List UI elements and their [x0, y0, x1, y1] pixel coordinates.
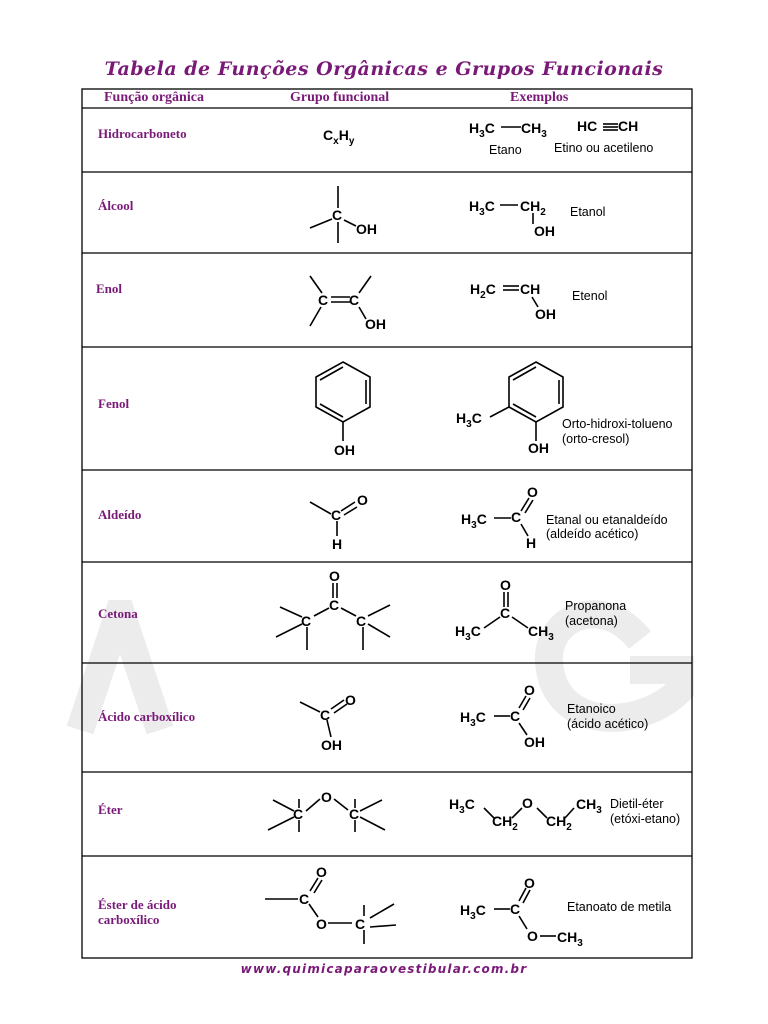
svg-text:O: O: [316, 864, 327, 880]
header-exemplos: Exemplos: [510, 90, 569, 105]
svg-text:OH: OH: [321, 737, 342, 753]
svg-text:O: O: [316, 916, 327, 932]
function-aldeido: Aldeído: [98, 507, 142, 522]
svg-text:H3C: $H_3C$: [449, 796, 475, 816]
svg-text:O: O: [527, 484, 538, 500]
svg-text:H2C: $H_2C$: [470, 281, 496, 301]
svg-text:O: O: [527, 928, 538, 944]
svg-text:H3C: $H_3C$: [469, 198, 495, 218]
svg-text:O: O: [321, 789, 332, 805]
svg-text:H3C: $H_3C$: [460, 709, 486, 729]
header-funcao: Função orgânica: [104, 90, 204, 105]
function-eter: Éter: [98, 802, 123, 817]
svg-text:H: H: [332, 536, 343, 552]
example-propanona: Propanona: [565, 599, 627, 613]
svg-text:OH: OH: [528, 440, 549, 456]
svg-text:C: C: [500, 605, 511, 621]
example-etano: Etano: [489, 143, 522, 157]
svg-text:C: C: [293, 806, 304, 822]
example-etenol: Etenol: [572, 289, 608, 303]
example-aldeido-acetico: (aldeído acético): [546, 527, 639, 541]
function-acido-carboxilico: Ácido carboxílico: [98, 709, 196, 724]
svg-text:CH3: $CH_3$: [528, 623, 554, 643]
chemical-structures: [293, 118, 680, 949]
function-hidrocarboneto: Hidrocarboneto: [98, 126, 187, 141]
svg-text:CH2: $CH_2$: [546, 813, 572, 833]
svg-text:CH: CH: [618, 118, 639, 134]
svg-text:OH: OH: [524, 734, 545, 750]
svg-text:CxHy: $C_xH_y$: [323, 127, 355, 147]
svg-text:C: C: [355, 916, 366, 932]
svg-text:H: H: [526, 535, 537, 551]
svg-text:H3C: $H_3C$: [469, 120, 495, 140]
function-ester: Éster de ácido carboxílico: [98, 897, 177, 927]
example-orto-hidroxi-tolueno: Orto-hidroxi-tolueno: [562, 417, 673, 431]
example-orto-cresol: (orto-cresol): [562, 432, 630, 446]
svg-text:CH3: $CH_3$: [521, 120, 547, 140]
svg-text:CH2: $CH_2$: [520, 198, 546, 218]
svg-text:OH: OH: [534, 223, 555, 239]
example-etanoico: Etanoico: [567, 702, 616, 716]
svg-text:C: C: [349, 806, 360, 822]
example-acetona: (acetona): [565, 614, 618, 628]
svg-text:O: O: [329, 568, 340, 584]
svg-text:H3C: $H_3C$: [461, 511, 487, 531]
function-enol: Enol: [96, 281, 123, 296]
svg-text:C: C: [349, 292, 360, 308]
svg-text:O: O: [500, 577, 511, 593]
svg-text:CH3: $CH_3$: [576, 796, 602, 816]
svg-text:O: O: [524, 875, 535, 891]
example-etanoato-de-metila: Etanoato de metila: [567, 900, 672, 914]
svg-text:O: O: [524, 682, 535, 698]
svg-text:C: C: [331, 507, 342, 523]
svg-text:C: C: [511, 509, 522, 525]
example-etoxi-etano: (etóxi-etano): [610, 812, 681, 826]
function-fenol: Fenol: [98, 396, 130, 411]
svg-text:H3C: $H_3C$: [460, 902, 486, 922]
header-grupo: Grupo funcional: [290, 90, 390, 105]
svg-text:O: O: [345, 692, 356, 708]
svg-text:C: C: [318, 292, 329, 308]
svg-text:CH3: $CH_3$: [557, 929, 583, 949]
function-cetona: Cetona: [98, 606, 138, 621]
svg-text:OH: OH: [356, 221, 377, 237]
svg-text:C: C: [510, 708, 521, 724]
function-alcool: Álcool: [98, 198, 134, 213]
svg-text:H3C: $H_3C$: [455, 623, 481, 643]
svg-text:C: C: [320, 707, 331, 723]
svg-text:O: O: [357, 492, 368, 508]
svg-text:C: C: [329, 597, 340, 613]
example-dietil-eter: Dietil-éter: [610, 797, 664, 811]
example-etino: Etino ou acetileno: [554, 141, 654, 155]
svg-text:OH: OH: [334, 442, 355, 458]
example-etanol: Etanol: [570, 205, 606, 219]
svg-text:C: C: [332, 207, 343, 223]
svg-text:C: C: [299, 891, 310, 907]
footer-url[interactable]: www.quimicaparaovestibular.com.br: [240, 962, 528, 976]
example-acido-acetico: (ácido acético): [567, 717, 649, 731]
svg-text:OH: OH: [535, 306, 556, 322]
svg-text:H3C: $H_3C$: [456, 410, 482, 430]
svg-text:C: C: [356, 613, 367, 629]
svg-text:CH: CH: [520, 281, 541, 297]
svg-text:O: O: [522, 795, 533, 811]
svg-text:C: C: [301, 613, 312, 629]
svg-text:HC: HC: [577, 118, 598, 134]
example-etanal: Etanal ou etanaldeído: [546, 513, 668, 527]
svg-text:OH: OH: [365, 316, 386, 332]
page-title: Tabela de Funções Orgânicas e Grupos Funcionais: [104, 58, 664, 80]
svg-text:CH2: $CH_2$: [492, 813, 518, 833]
svg-text:C: C: [510, 901, 521, 917]
